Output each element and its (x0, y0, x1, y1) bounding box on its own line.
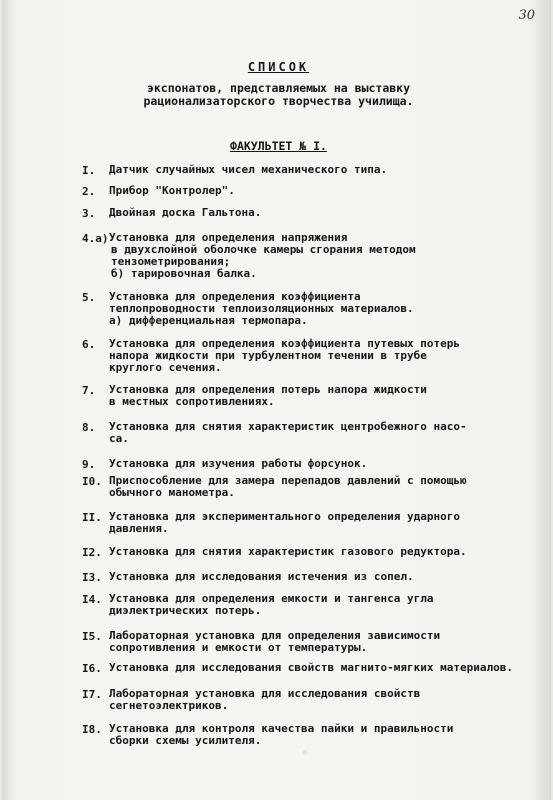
item-line: Лабораторная установка для исследования свойств (109, 687, 421, 700)
item-text (109, 571, 552, 583)
item-text (109, 421, 552, 445)
item-line: в двухслойной оболочке камеры сгорания методом (111, 243, 416, 256)
item-line: Установка для контроля качества пайки и правильности (109, 722, 454, 735)
item-text (109, 511, 552, 535)
item-line: Двойная доска Гальтона. (109, 206, 262, 219)
item-number: 4.а) (82, 232, 109, 245)
item-text (109, 475, 552, 499)
item-text (109, 185, 552, 197)
item-line: Установка для снятия характеристик центробежного насо- (109, 420, 467, 433)
item-line: Прибор "Контролер". (109, 184, 235, 197)
item-number: I0. (82, 475, 102, 488)
item-line: теплопроводности теплоизоляционных материалов. (109, 302, 414, 315)
item-number: I5. (82, 630, 102, 643)
item-line: напора жидкости при турбулентном течении в трубе (109, 349, 427, 362)
item-line: б) тарировочная балка. (111, 267, 257, 280)
item-number: II. (82, 511, 102, 524)
document-subtitle (2, 82, 553, 108)
item-line: круглого сечения. (109, 361, 222, 374)
item-line: а) дифференциальная термопара. (109, 314, 308, 327)
item-line: са. (109, 432, 129, 445)
item-text (109, 164, 552, 176)
item-text (109, 207, 552, 219)
document-title: СПИСОК (247, 60, 310, 74)
item-line: Установка для экспериментального определения ударного (109, 510, 460, 523)
item-text (109, 630, 552, 654)
item-line: Установка для изучения работы форсунок. (109, 457, 368, 470)
item-line: Установка для определения коэффициента (109, 290, 361, 303)
item-line: обычного манометра. (109, 486, 235, 499)
item-text (109, 546, 552, 558)
faculty-heading: ФАКУЛЬТЕТ № I. (230, 139, 327, 153)
item-text (109, 458, 552, 470)
item-text (109, 688, 552, 712)
item-number: 7. (82, 384, 96, 397)
item-text (109, 338, 552, 374)
item-number: I3. (82, 571, 102, 584)
item-number: 3. (82, 207, 96, 220)
item-line: Установка для определения напряжения (109, 231, 348, 244)
item-number: I8. (82, 723, 102, 736)
item-line: диэлектрических потерь. (109, 604, 262, 617)
item-number: I. (82, 164, 96, 177)
item-text (109, 593, 552, 617)
item-line: сборки схемы усилителя. (109, 734, 262, 747)
item-number: 6. (82, 338, 96, 351)
item-line: сопротивления и емкости от температуры. (109, 641, 368, 654)
item-line: Установка для исследования свойств магнито-мягких материалов. (109, 661, 513, 674)
item-number: 2. (82, 185, 96, 198)
subtitle-line: экспонатов, представляемых на выставку (146, 81, 411, 95)
page-number: 30 (518, 8, 535, 23)
item-number: I7. (82, 688, 102, 701)
item-number: I2. (82, 546, 102, 559)
item-number: I6. (82, 662, 102, 675)
item-line: Установка для исследования истечения из сопел. (109, 570, 414, 583)
item-line: давления. (109, 522, 169, 535)
item-line: Лабораторная установка для определения зависимости (109, 629, 441, 642)
item-text (109, 662, 552, 674)
item-line: Установка для снятия характеристик газового редуктора. (109, 545, 467, 558)
item-line: Установка для определения коэффициента путевых потерь (109, 337, 460, 350)
item-line: Датчик случайных чисел механического типа. (109, 163, 388, 176)
item-number: 9. (82, 458, 96, 471)
subtitle-line: рационализаторского творчества училища. (143, 94, 414, 108)
item-line: сегнетоэлектриков. (109, 699, 229, 712)
item-number: 8. (82, 421, 96, 434)
document-page (2, 0, 551, 800)
item-text (109, 723, 552, 747)
item-text (109, 232, 552, 280)
scan-speck (110, 250, 116, 256)
item-line: тензометрирования; (111, 255, 231, 268)
item-number: I4. (82, 593, 102, 606)
scan-speck (302, 750, 307, 755)
item-text (109, 291, 552, 327)
item-line: Установка для определения потерь напора жидкости (109, 383, 427, 396)
item-number: 5. (82, 291, 96, 304)
item-text (109, 384, 552, 408)
item-line: Приспособление для замера перепадов давлений с помощью (109, 474, 467, 487)
item-line: Установка для определения емкости и тангенса угла (109, 592, 434, 605)
item-line: в местных сопротивлениях. (109, 395, 275, 408)
